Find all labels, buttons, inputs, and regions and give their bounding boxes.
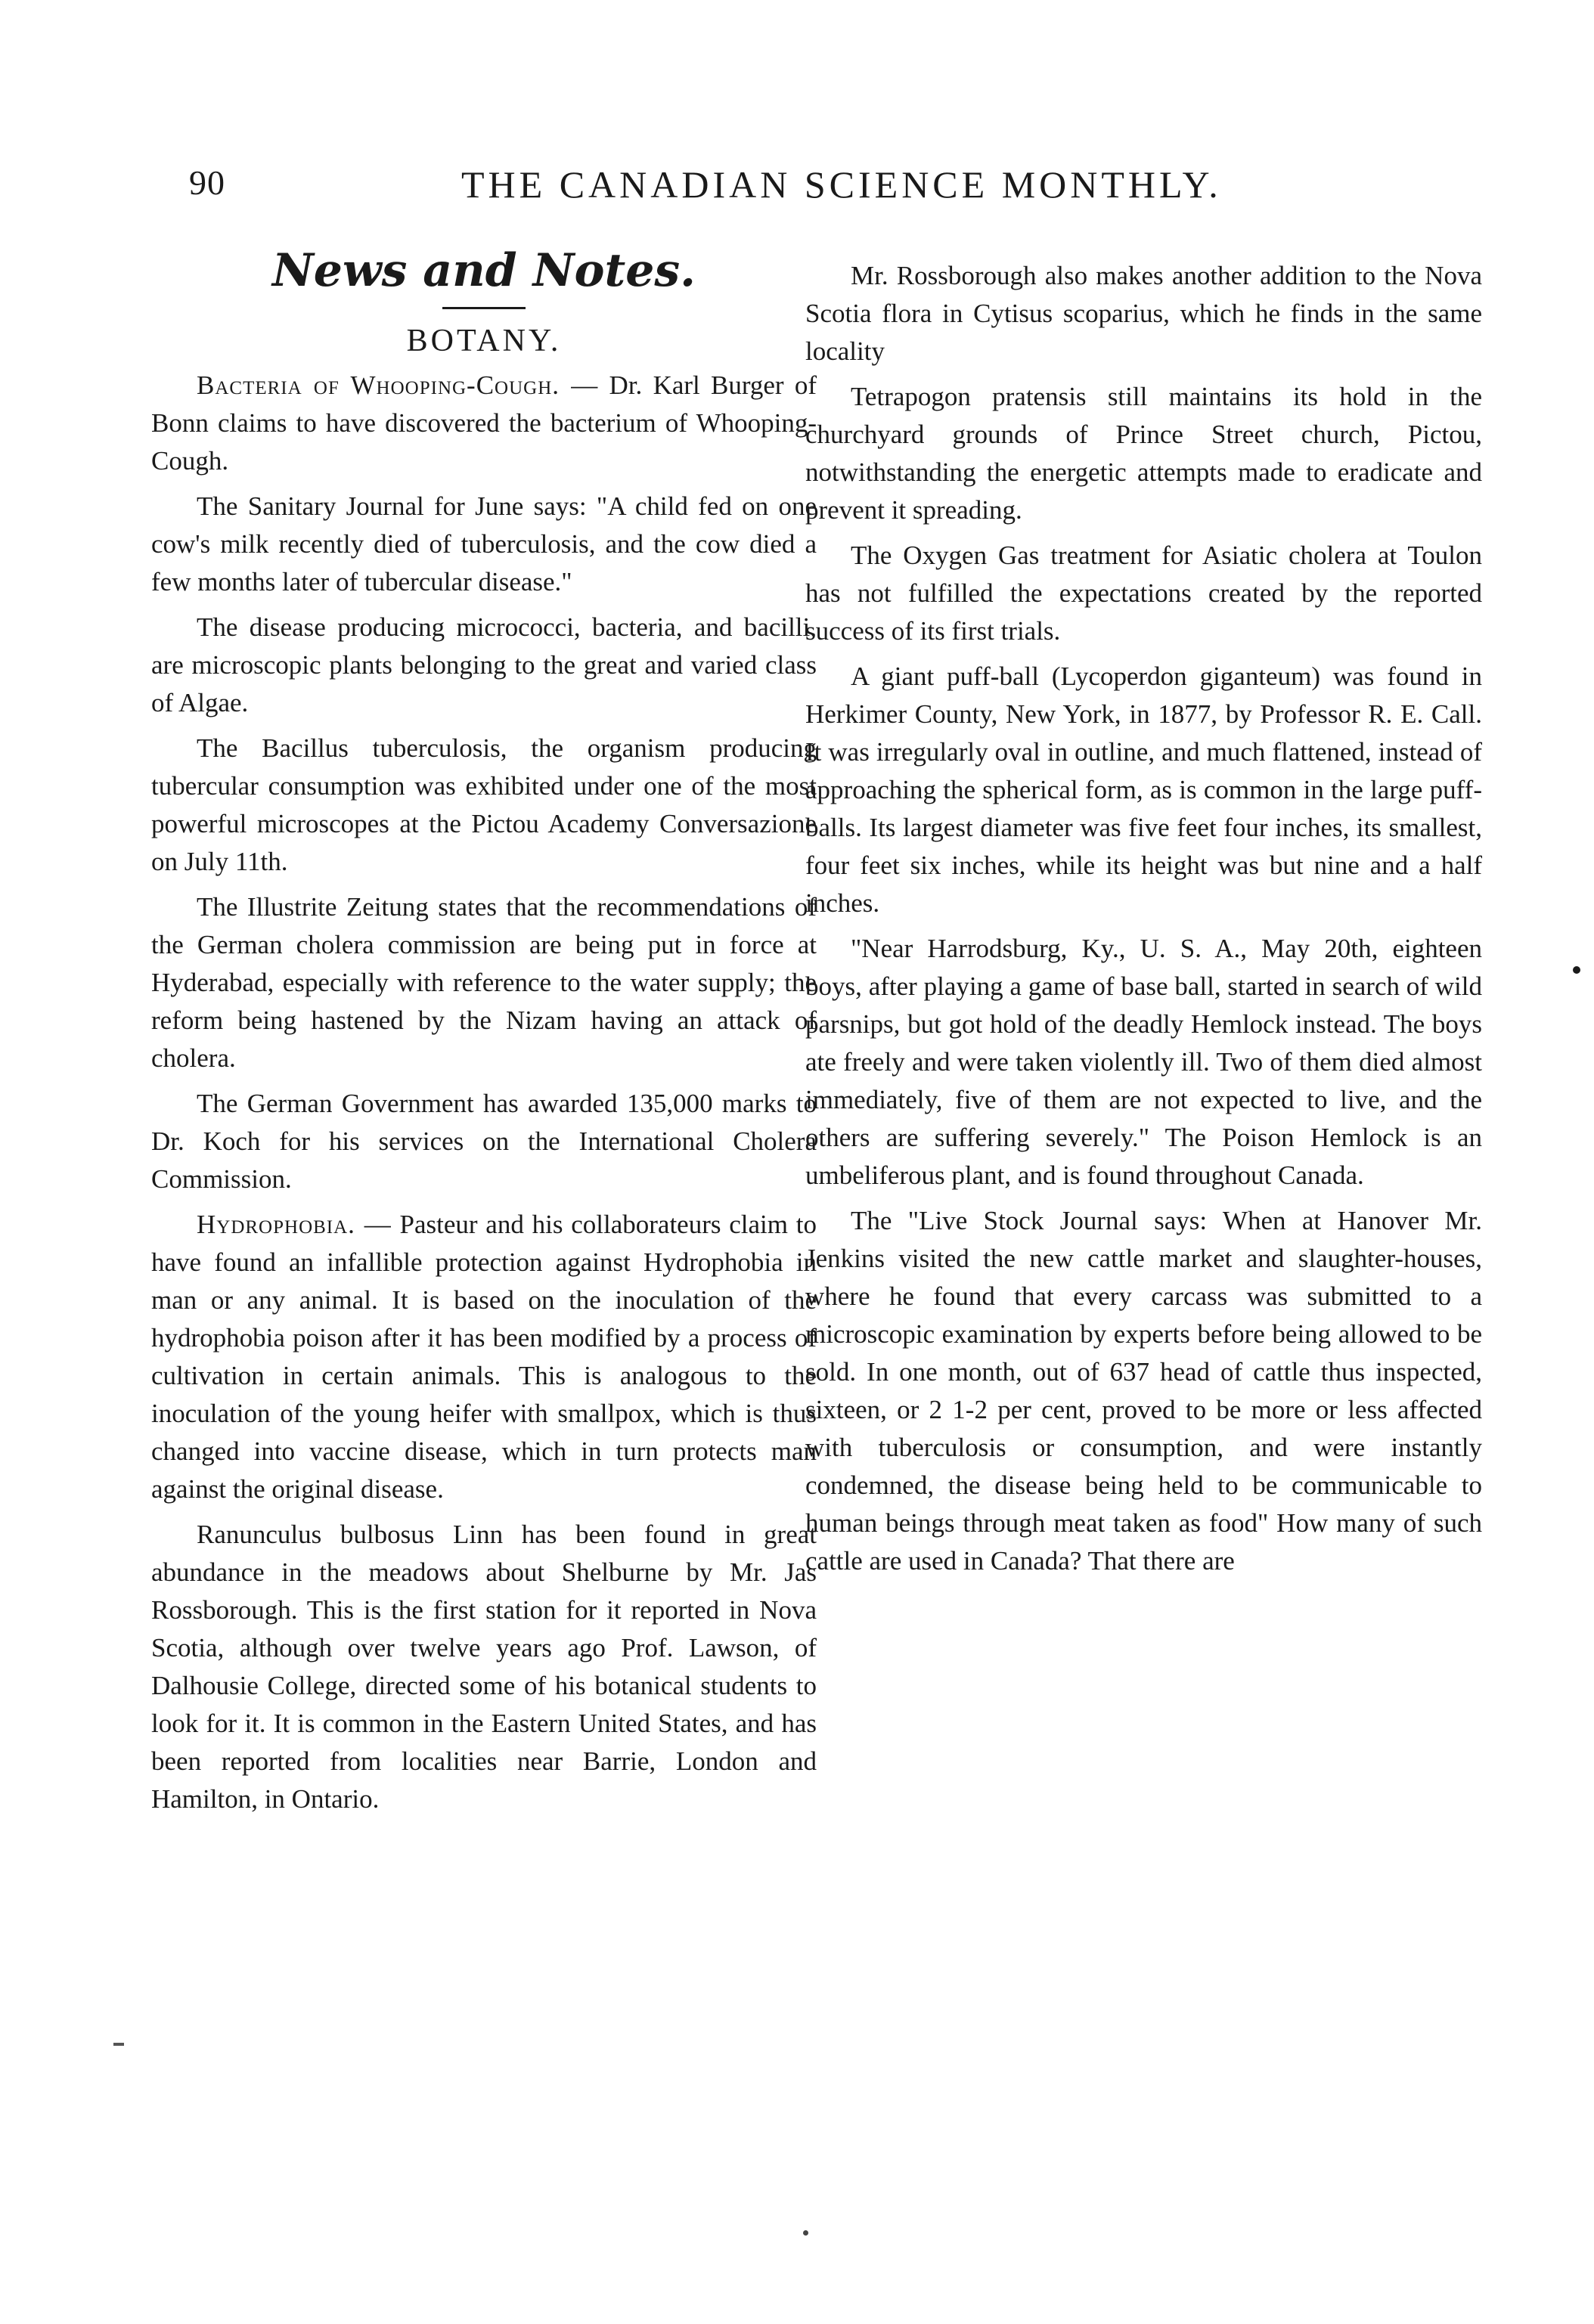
subheading-botany: BOTANY. [406, 324, 562, 358]
running-title: THE CANADIAN SCIENCE MONTHLY. [461, 163, 1222, 206]
article-paragraph: Mr. Rossborough also makes another addition to the Nova Scotia flora in Cytisus scoparius, which he finds in the same locality [805, 261, 1482, 366]
left-column [151, 242, 817, 1826]
article-paragraph: "Near Harrodsburg, Ky., U. S. A., May 20th, eighteen boys, after playing a game of base ball, started in search of wild parsnips, but got hold of the deadly Hemlock instead. The boys ate freely and were taken violently ill. Two of them died almost immediately, five of them are not expected to live, and the others are suffering severely." The Poison Hemlock is an umbeliferous plant, and is found throughout Canada. [805, 934, 1482, 1190]
article-paragraph: Ranunculus bulbosus Linn has been found in great abundance in the meadows about Shelburne by Mr. Jas Rossborough. This is the first station for it reported in Nova Scotia, although over twelve years ago Prof. Lawson, of Dalhousie College, directed some of his botanical students to look for it. It is common in the Eastern United States, and has been reported from localities near Barrie, London and Hamilton, in Ontario. [151, 1520, 817, 1814]
article-paragraph: The Illustrite Zeitung states that the recommendations of the German cholera commission are being put in force at Hyderabad, especially with reference to the water supply; the reform being hastened by the Nizam having an attack of cholera. [151, 892, 817, 1073]
article-paragraph: The "Live Stock Journal says: When at Hanover Mr. Jenkins visited the new cattle market and slaughter-houses, where he found that every carcass was submitted to a microscopic examination by experts before being allowed to be sold. In one month, out of 637 head of cattle thus inspected, sixteen, or 2 1-2 per cent, proved to be more or less affected with tuberculosis or consumption, and were instantly condemned, the disease being held to be communicable to human beings through meat taken as food" How many of such cattle are used in Canada? That there are [805, 1206, 1482, 1576]
article-paragraph: A giant puff-ball (Lycoperdon giganteum) was found in Herkimer County, New York, in 1877, by Professor R. E. Call. It was irregularly oval in outline, and much flattened, instead of approaching the spherical form, as is common in the large puff-balls. Its largest diameter was five feet four inches, its smallest, four feet six inches, while its height was but nine and a half inches. [805, 662, 1482, 918]
page-number: 90 [189, 163, 225, 202]
paragraph-lead: Bacteria of Whooping-Cough. — [197, 370, 599, 400]
article-paragraph: The Oxygen Gas treatment for Asiatic cholera at Toulon has not fulfilled the expectations created by the reported success of its first trials. [805, 541, 1482, 646]
paragraph-lead: Hydrophobia. — [197, 1210, 392, 1239]
right-column [805, 257, 1482, 1588]
paragraph-text: Dr. Karl Burger of Bonn claims to have discovered the bacterium of Whooping-Cough. [151, 370, 817, 476]
section-heading: News and Notes. [271, 244, 696, 297]
heading-divider [442, 307, 526, 309]
page-header [189, 163, 1369, 215]
article-paragraph [151, 1206, 817, 1508]
article-paragraph: The Sanitary Journal for June says: "A child fed on one cow's milk recently died of tuberculosis, and the cow died a few months later of tubercular disease." [151, 491, 817, 596]
article-paragraph: The German Government has awarded 135,000 marks to Dr. Koch for his services on the International Cholera Commission. [151, 1089, 817, 1194]
article-paragraph [151, 367, 817, 480]
paragraph-text: Pasteur and his collaborateurs claim to have found an infallible protection against Hydrophobia in man or any animal. It is based on the inoculation of the hydrophobia poison after it has been modified by a process of cultivation in certain animals. This is analogous to the inoculation of the young heifer with smallpox, which is thus changed into vaccine disease, which in turn protects man against the original disease. [151, 1210, 817, 1504]
article-paragraph: Tetrapogon pratensis still maintains its hold in the churchyard grounds of Prince Street church, Pictou, notwithstanding the energetic attempts made to eradicate and prevent it spreading. [805, 382, 1482, 525]
scan-speck [803, 2230, 808, 2236]
article-paragraph: The disease producing micrococci, bacteria, and bacilli, are microscopic plants belonging to the great and varied class of Algae. [151, 612, 817, 717]
article-paragraph: The Bacillus tuberculosis, the organism producing tubercular consumption was exhibited under one of the most powerful microscopes at the Pictou Academy Conversazione on July 11th. [151, 733, 817, 876]
margin-mark [113, 2043, 124, 2046]
scan-speck [1573, 966, 1580, 974]
